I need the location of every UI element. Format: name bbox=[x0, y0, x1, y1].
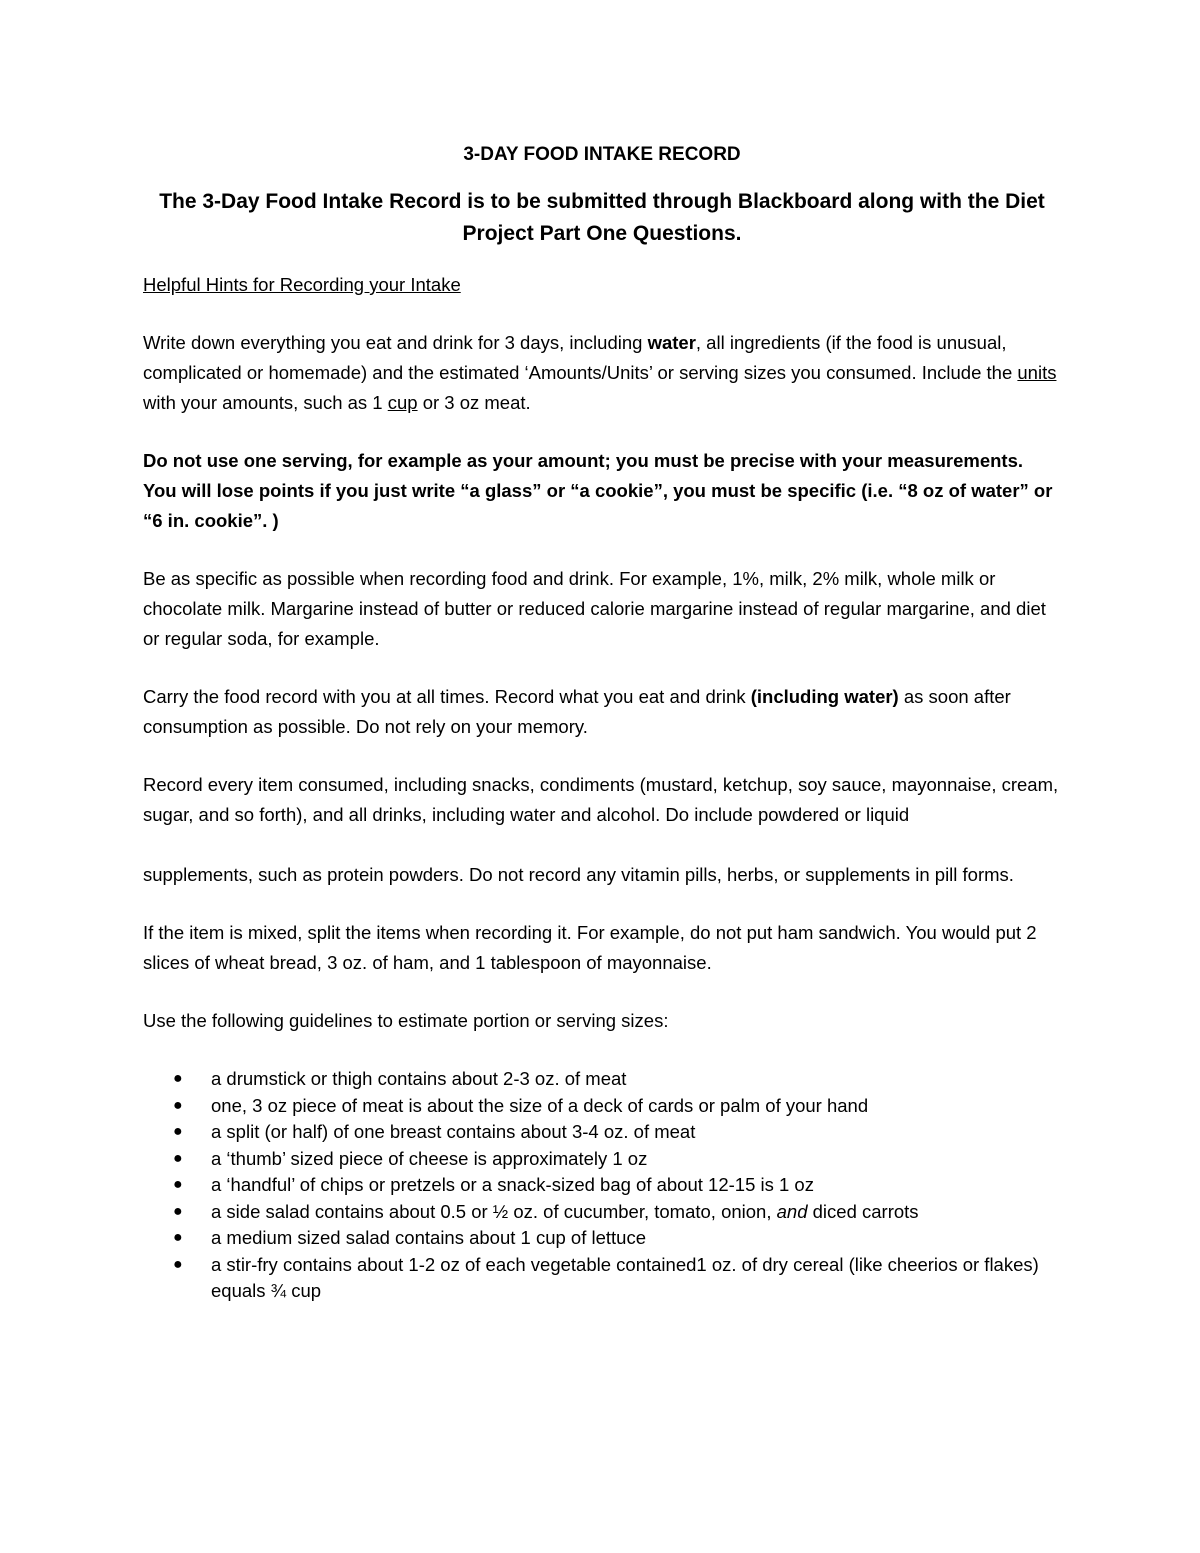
p1-cup: cup bbox=[387, 392, 418, 413]
p1-text-c: with your amounts, such as 1 bbox=[143, 392, 388, 413]
list-item bbox=[143, 1225, 1061, 1252]
bullet-icon: ● bbox=[173, 1202, 183, 1220]
guideline-text: a split (or half) of one breast contains about 3-4 oz. of meat bbox=[211, 1121, 696, 1142]
p4-text-b: as soon after consumption as possible. Do not rely on your memory. bbox=[143, 686, 1011, 737]
list-item bbox=[143, 1093, 1061, 1120]
paragraph-write-down bbox=[143, 328, 1061, 418]
paragraph-be-specific: Be as specific as possible when recording food and drink. For example, 1%, milk, 2% milk, whole milk or chocolate milk. Margarine instead of butter or reduced calorie margarine instead of regular margarine, and diet or regular soda, for example. bbox=[143, 568, 1046, 649]
guideline-text bbox=[211, 1201, 919, 1222]
bullet-icon: ● bbox=[173, 1070, 183, 1087]
document-body bbox=[143, 140, 1061, 1305]
p4-text-a: Carry the food record with you at all times. Record what you eat and drink bbox=[143, 686, 751, 707]
guideline-text: a medium sized salad contains about 1 cup of lettuce bbox=[211, 1227, 647, 1248]
paragraph-supplements: supplements, such as protein powders. Do not record any vitamin pills, herbs, or supplements in pill forms. bbox=[143, 864, 1014, 885]
bullet-icon: ● bbox=[173, 1149, 183, 1167]
document-title: 3-DAY FOOD INTAKE RECORD bbox=[463, 144, 741, 165]
paragraph-precise-warning: Do not use one serving, for example as your amount; you must be precise with your measurements. You will lose points if you just write “a glass” or “a cookie”, you must be specific (i.e. “8 oz of water” or “6 in. cookie”. ) bbox=[143, 450, 1053, 531]
paragraph-guidelines-intro: Use the following guidelines to estimate portion or serving sizes: bbox=[143, 1010, 669, 1031]
list-item bbox=[143, 1066, 1061, 1093]
guideline-text: a ‘handful’ of chips or pretzels or a snack-sized bag of about 12-15 is 1 oz bbox=[211, 1174, 814, 1195]
paragraph-mixed-items: If the item is mixed, split the items when recording it. For example, do not put ham sandwich. You would put 2 slices of wheat bread, 3 oz. of ham, and 1 tablespoon of mayonnaise. bbox=[143, 922, 1037, 973]
guideline-6-and: and bbox=[776, 1200, 808, 1222]
guideline-6-text-a: a side salad contains about 0.5 or ½ oz. of cucumber, tomato, onion, bbox=[211, 1200, 777, 1222]
bullet-icon: ● bbox=[173, 1096, 183, 1114]
list-item bbox=[143, 1146, 1061, 1173]
list-item bbox=[143, 1119, 1061, 1146]
list-item bbox=[143, 1252, 1061, 1305]
p1-water: water bbox=[647, 332, 696, 353]
bullet-icon: ● bbox=[173, 1255, 183, 1273]
guideline-6-text-b: diced carrots bbox=[807, 1200, 919, 1222]
hints-heading bbox=[143, 270, 1061, 300]
p1-units: units bbox=[1017, 362, 1057, 383]
p1-text-a: Write down everything you eat and drink for 3 days, including bbox=[143, 332, 648, 353]
list-item bbox=[143, 1172, 1061, 1199]
paragraph-carry-record bbox=[143, 682, 1061, 742]
bullet-icon: ● bbox=[173, 1123, 183, 1140]
bullet-icon: ● bbox=[173, 1229, 183, 1246]
document-subtitle: The 3-Day Food Intake Record is to be submitted through Blackboard along with the Diet Project Part One Questions. bbox=[159, 190, 1045, 245]
hints-heading-text: Helpful Hints for Recording your Intake bbox=[143, 274, 461, 295]
bullet-icon: ● bbox=[173, 1176, 183, 1193]
guideline-text: a stir-fry contains about 1-2 oz of each vegetable contained1 oz. of dry cereal (like cheerios or flakes) equals ¾ cup bbox=[211, 1253, 1039, 1301]
p1-text-b: , all ingredients (if the food is unusual, complicated or homemade) and the estimated ‘Amounts/Units’ or serving sizes you consumed. Include the bbox=[143, 332, 1018, 383]
paragraph-record-every-item: Record every item consumed, including snacks, condiments (mustard, ketchup, soy sauce, mayonnaise, cream, sugar, and so forth), and all drinks, including water and alcohol. Do include powdered or liquid bbox=[143, 774, 1059, 825]
p1-text-d: or 3 oz meat. bbox=[417, 392, 531, 413]
p4-including-water: (including water) bbox=[750, 686, 899, 707]
portion-guidelines-list bbox=[143, 1066, 1061, 1305]
list-item bbox=[143, 1199, 1061, 1226]
guideline-text: a drumstick or thigh contains about 2-3 oz. of meat bbox=[211, 1068, 627, 1089]
guideline-text: a ‘thumb’ sized piece of cheese is approximately 1 oz bbox=[211, 1147, 648, 1169]
guideline-text: one, 3 oz piece of meat is about the size of a deck of cards or palm of your hand bbox=[211, 1094, 869, 1116]
